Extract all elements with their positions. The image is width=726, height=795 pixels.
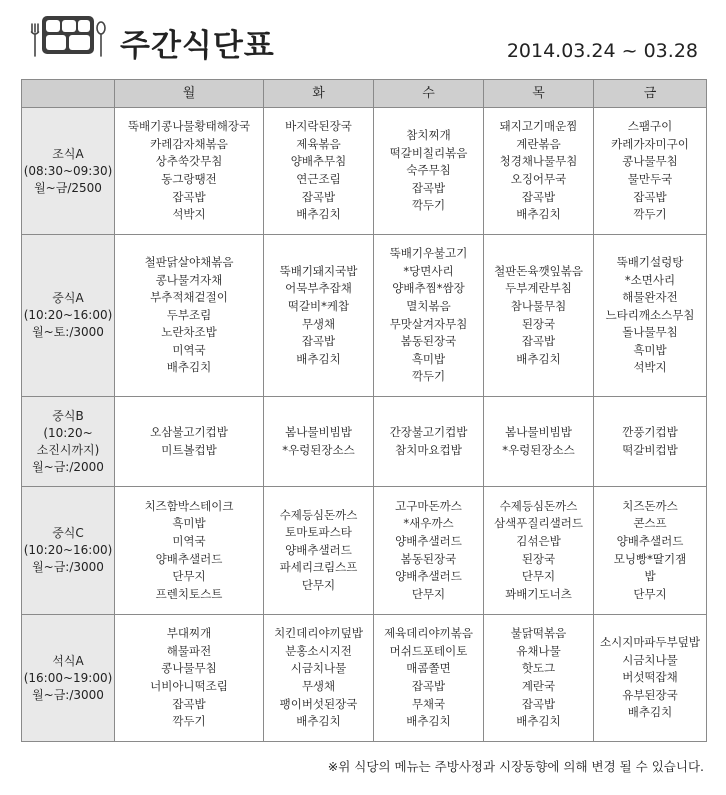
dish-item: 미트볼컵밥: [161, 442, 217, 457]
dish-item: 노란차조밥: [161, 325, 217, 340]
dish-item: 단무지: [172, 569, 206, 584]
dish-item: 콘스프: [633, 516, 667, 531]
dish-item: 연근조림: [296, 172, 341, 186]
dish-item: 분홍소시지전: [285, 643, 352, 658]
dish-item: 버섯떡잡채: [622, 670, 678, 685]
dish-item: 핫도그: [521, 661, 556, 676]
dish-item: 해물파전: [166, 643, 212, 658]
meal-label-line: 중식B: [52, 408, 84, 423]
menu-body: [22, 108, 707, 742]
dish-item: 참치찌개: [406, 128, 451, 143]
dish-item: 카레가자미구이: [611, 136, 689, 151]
dish-item: 뚝배기콩나물황태해장국: [127, 119, 251, 134]
meal-label-line: 월~금/2500: [34, 180, 102, 195]
dish-item: 밥: [644, 569, 656, 584]
dish-item: 돌나물무침: [622, 325, 678, 340]
menu-cell: [484, 108, 594, 235]
dish-item: 잡곡밥: [172, 696, 206, 711]
menu-cell: [115, 615, 264, 742]
dish-item: 배추김치: [166, 360, 212, 375]
dish-item: 미역국: [172, 342, 206, 357]
dish-item: 불닭떡볶음: [510, 626, 567, 641]
dish-item: 배추김치: [296, 351, 341, 366]
dish-item: 콩나물무침: [622, 154, 678, 169]
menu-cell: [594, 235, 707, 397]
meal-label-line: (10:20~16:00): [23, 308, 113, 322]
dish-item: 떡갈비*케찹: [287, 298, 350, 313]
dish-item: 양배추샐러드: [155, 551, 223, 566]
dish-item: 돼지고기매운찜: [499, 119, 578, 134]
dish-item: 미역국: [172, 533, 206, 548]
dish-item: 양배추샐러드: [395, 569, 462, 584]
dish-item: 물만두국: [627, 172, 673, 186]
meal-row: [22, 487, 707, 615]
dish-item: 깐풍기컵밥: [622, 424, 678, 439]
dish-item: 석박지: [633, 360, 667, 375]
dish-item: 바지락된장국: [285, 119, 352, 134]
dish-item: 양배추무침: [290, 154, 347, 169]
dish-item: 두부계란부침: [505, 281, 572, 296]
meal-label-line: 중식C: [52, 526, 84, 540]
dish-item: 치즈돈까스: [622, 498, 678, 513]
dish-item: *우렁된장소스: [502, 442, 575, 457]
dish-item: 계란볶음: [516, 136, 561, 151]
dish-item: 고구마돈까스: [395, 498, 462, 513]
dish-item: 잡곡밥: [411, 679, 446, 693]
meal-label-line: 조식A: [52, 146, 84, 161]
footer-note: ※위 식당의 메뉴는 주방사정과 시장동향에 의해 변경 될 수 있습니다.: [327, 759, 704, 774]
dish-item: 무맛살겨자무침: [389, 316, 468, 331]
menu-cell: [115, 108, 264, 235]
dish-item: 양배추찜*쌈장: [392, 281, 465, 296]
meal-label-cell: [22, 235, 115, 397]
dish-item: *새우까스: [403, 516, 454, 531]
menu-cell: [115, 487, 264, 615]
menu-cell: [264, 397, 374, 487]
meal-label-cell: [22, 108, 115, 235]
dish-item: 김섞은밥: [516, 533, 561, 548]
dish-item: 숙주무침: [406, 163, 451, 178]
dish-item: 배추김치: [516, 207, 561, 222]
dish-item: 배추김치: [516, 351, 561, 366]
dish-item: 수제등심돈까스: [499, 498, 578, 513]
dish-item: 느타리깨소스무침: [605, 307, 695, 322]
corner-cell: [22, 80, 115, 108]
dish-item: 치킨데리야끼덮밥: [274, 626, 363, 641]
dish-item: 카레감자채볶음: [150, 136, 228, 151]
dish-item: 된장국: [521, 316, 556, 331]
dish-item: *소면사리: [624, 272, 676, 287]
dish-item: 콩나물무침: [161, 661, 217, 676]
menu-cell: [374, 108, 484, 235]
dish-item: 스팸구이: [627, 119, 673, 134]
dish-item: 철판닭살야채볶음: [144, 254, 234, 269]
dish-item: 콩나물겨자채: [155, 272, 223, 287]
dish-item: 흑미밥: [411, 351, 446, 366]
dish-item: 석박지: [172, 207, 206, 222]
dish-item: 부추적채겉절이: [150, 290, 228, 305]
dish-item: 흑미밥: [633, 342, 667, 357]
day-header: 수: [374, 80, 484, 108]
dish-item: 파세리크림스프: [279, 560, 358, 575]
dish-item: 떡갈비칠리볶음: [389, 145, 468, 160]
dish-item: 깍두기: [411, 369, 446, 384]
meal-label-line: 소진시까지): [36, 442, 100, 457]
dish-item: 삼색푸질리샐러드: [494, 516, 583, 531]
menu-cell: [594, 108, 707, 235]
menu-cell: [484, 235, 594, 397]
food-tray-icon: [28, 12, 108, 64]
dish-item: 잡곡밥: [301, 334, 336, 349]
dish-item: 봄나물비빔밥: [285, 424, 352, 439]
dish-item: 참치마요컵밥: [395, 442, 462, 457]
dish-item: 뚝배기설렁탕: [616, 254, 684, 269]
date-range: 2014.03.24 ~ 03.28: [506, 40, 698, 62]
dish-item: 깍두기: [633, 207, 667, 222]
day-header-row: [22, 80, 707, 108]
dish-item: 시금치나물: [622, 652, 678, 667]
meal-label-line: (10:20~16:00): [23, 543, 113, 557]
dish-item: 깍두기: [411, 198, 446, 213]
dish-item: 상추쑥갓무침: [155, 154, 223, 169]
dish-item: 제육데리야끼볶음: [384, 626, 473, 641]
dish-item: 유부된장국: [622, 687, 678, 702]
dish-item: 뚝배기돼지국밥: [279, 263, 358, 278]
dish-item: 무생채: [301, 679, 336, 693]
menu-cell: [374, 397, 484, 487]
dish-item: 배추김치: [296, 714, 341, 729]
dish-item: 참나물무침: [510, 298, 567, 313]
dish-item: *우렁된장소스: [282, 442, 355, 457]
dish-item: 잡곡밥: [521, 696, 556, 711]
dish-item: 봄동된장국: [400, 551, 457, 566]
dish-item: 매콤쫄면: [406, 661, 451, 676]
dish-item: 오징어무국: [510, 172, 567, 186]
meal-label-line: 월~금:/3000: [32, 560, 104, 574]
dish-item: 철판돈육깻잎볶음: [494, 263, 583, 278]
dish-item: 양배추샐러드: [285, 542, 352, 557]
dish-item: 단무지: [301, 577, 336, 592]
dish-item: 단무지: [521, 569, 556, 584]
dish-item: 깍두기: [172, 714, 206, 729]
dish-item: 시금치나물: [290, 661, 347, 676]
dish-item: 잡곡밥: [172, 189, 206, 204]
dish-item: 토마토파스타: [285, 525, 352, 540]
dish-item: 간장불고기컵밥: [389, 424, 468, 439]
dish-item: 수제등심돈까스: [279, 507, 358, 522]
menu-cell: [115, 397, 264, 487]
dish-item: 흑미밥: [172, 516, 206, 531]
dish-item: 잡곡밥: [411, 180, 446, 195]
menu-cell: [484, 397, 594, 487]
menu-cell: [594, 397, 707, 487]
menu-cell: [374, 487, 484, 615]
menu-cell: [484, 615, 594, 742]
meal-label-cell: [22, 487, 115, 615]
meal-row: [22, 397, 707, 487]
day-header: 화: [264, 80, 374, 108]
meal-label-cell: [22, 397, 115, 487]
dish-item: 배추김치: [296, 207, 341, 222]
menu-cell: [374, 615, 484, 742]
meal-label-line: 월~토:/3000: [32, 325, 104, 339]
dish-item: 동그랑땡전: [161, 172, 217, 186]
dish-item: 모닝빵*딸기잼: [613, 551, 687, 566]
dish-item: *당면사리: [403, 263, 454, 278]
meal-row: [22, 615, 707, 742]
dish-item: 배추김치: [406, 714, 451, 729]
dish-item: 잡곡밥: [521, 334, 556, 349]
menu-cell: [115, 235, 264, 397]
meal-label-line: 월~금:/3000: [32, 687, 104, 702]
dish-item: 머쉬드포테이토: [389, 643, 468, 658]
weekly-menu-table: [21, 79, 707, 742]
menu-cell: [264, 235, 374, 397]
dish-item: 계란국: [521, 679, 556, 693]
menu-cell: [594, 487, 707, 615]
dish-item: 된장국: [521, 551, 556, 566]
dish-item: 떡갈비컵밥: [622, 442, 678, 457]
dish-item: 단무지: [633, 586, 667, 601]
menu-cell: [264, 615, 374, 742]
meal-row: [22, 235, 707, 397]
dish-item: 잡곡밥: [301, 189, 336, 204]
menu-cell: [264, 108, 374, 235]
dish-item: 제육볶음: [296, 136, 341, 151]
dish-item: 무채국: [411, 696, 446, 711]
dish-item: 꽈배기도너츠: [505, 586, 572, 601]
dish-item: 멸치볶음: [406, 298, 451, 313]
meal-row: [22, 108, 707, 235]
day-header: 목: [484, 80, 594, 108]
meal-label-cell: [22, 615, 115, 742]
dish-item: 봄동된장국: [400, 334, 457, 349]
dish-item: 잡곡밥: [521, 189, 556, 204]
dish-item: 배추김치: [516, 714, 561, 729]
meal-label-line: 중식A: [52, 291, 84, 305]
meal-label-line: (10:20~: [43, 425, 93, 440]
menu-cell: [484, 487, 594, 615]
menu-cell: [264, 487, 374, 615]
meal-label-line: (16:00~19:00): [23, 670, 113, 685]
menu-cell: [594, 615, 707, 742]
dish-item: 단무지: [411, 586, 446, 601]
page-title: 주간식단표: [120, 28, 275, 64]
dish-item: 소시지마파두부덮밥: [600, 635, 700, 650]
dish-item: 프렌치토스트: [155, 586, 223, 601]
dish-item: 부대찌개: [166, 626, 212, 641]
dish-item: 청경채나물무침: [499, 154, 578, 169]
dish-item: 너비아니떡조림: [150, 679, 228, 693]
menu-cell: [374, 235, 484, 397]
dish-item: 해물완자전: [622, 290, 678, 305]
day-header: 월: [115, 80, 264, 108]
meal-label-line: (08:30~09:30): [23, 163, 113, 178]
day-header: 금: [594, 80, 707, 108]
dish-item: 배추김치: [627, 705, 673, 720]
dish-item: 오삼불고기컵밥: [150, 424, 228, 439]
dish-item: 어묵부추잡채: [285, 281, 352, 296]
meal-label-line: 월~금:/2000: [32, 459, 104, 474]
dish-item: 치즈함박스테이크: [144, 498, 234, 513]
dish-item: 잡곡밥: [633, 189, 667, 204]
dish-item: 양배추샐러드: [395, 533, 462, 548]
dish-item: 봄나물비빔밥: [505, 424, 572, 439]
dish-item: 두부조림: [166, 307, 212, 322]
dish-item: 양배추샐러드: [616, 533, 684, 548]
dish-item: 팽이버섯된장국: [279, 696, 358, 711]
dish-item: 무생채: [301, 316, 336, 331]
dish-item: 유채나물: [516, 643, 561, 658]
meal-label-line: 석식A: [52, 653, 84, 668]
dish-item: 뚝배기우불고기: [389, 246, 468, 261]
